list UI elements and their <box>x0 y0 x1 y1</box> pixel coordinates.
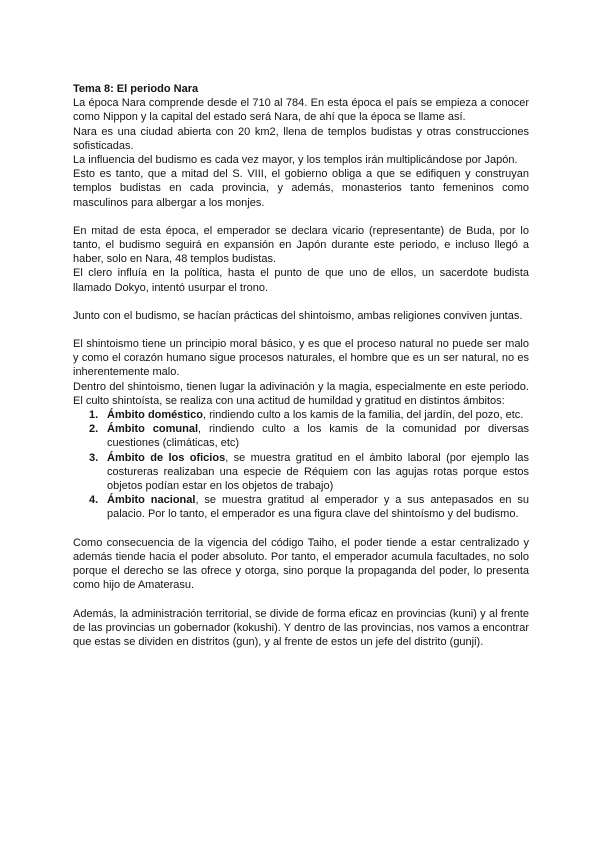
administration-paragraph: Además, la administración territorial, se divide de forma eficaz en provincias (kuni) y al frente de las provincias un gobernador (kokushi). Y dentro de las provincias, nos vamos a encontrar que estas se dividen en distritos (gun), y al frente de estos un jefe del distrito (gunji). <box>73 607 529 648</box>
list-item <box>107 451 529 494</box>
ambito-text: , rindiendo culto a los kamis de la familia, del jardín, del pozo, etc. <box>202 409 524 422</box>
ambito-term: Ámbito de los oficios <box>107 451 226 464</box>
ambito-text: , rindiendo culto a los kamis de la comunidad por diversas cuestiones (climáticas, etc) <box>107 423 530 450</box>
document-title: Tema 8: El periodo Nara <box>73 83 199 95</box>
list-item <box>107 408 529 422</box>
shinto-moral-paragraph: El shintoismo tiene un principio moral básico, y es que el proceso natural no puede ser malo y como el corazón humano sigue procesos naturales, el hombre que es un ser natural, no es inherentemente malo. <box>73 338 529 379</box>
list-item <box>107 422 529 450</box>
spacer <box>73 295 529 309</box>
shinto-practices-paragraph: Junto con el budismo, se hacían prácticas del shintoismo, ambas religiones conviven juntas. <box>73 309 523 322</box>
ambito-text: , se muestra gratitud al emperador y a sus antepasados en su palacio. Por lo tanto, el emperador es una figura clave del shintoísmo y del budismo. <box>107 494 530 521</box>
taiho-paragraph: Como consecuencia de la vigencia del código Taiho, el poder tiende a estar centralizado y además tiende hacia el poder absoluto. Por tanto, el emperador acumula facultades, no solo porque el derecho se las ofrece y otorga, sino porque la propaganda del poder, lo presenta como hijo de Amaterasu. <box>73 536 529 592</box>
spacer <box>73 522 529 536</box>
ambitos-list <box>73 408 529 522</box>
spacer <box>73 210 529 224</box>
intro-paragraph-4: Esto es tanto, que a mitad del S. VIII, el gobierno obliga a que se edifiquen y construyan templos budistas en cada provincia, y además, monasterios tanto femeninos como masculinos para albergar a los monjes. <box>73 168 529 209</box>
spacer <box>73 593 529 607</box>
emperor-vicar-paragraph: En mitad de esta época, el emperador se declara vicario (representante) de Buda, por lo tanto, el budismo seguirá en expansión en Japón durante este periodo, e incluso llegó a haber, solo en Nara, 48 templos budistas. <box>73 224 529 266</box>
clergy-paragraph: El clero influía en la política, hasta el punto de que uno de ellos, un sacerdote budista llamado Dokyo, intentó usurpar el trono. <box>73 267 529 294</box>
document-page <box>73 82 529 649</box>
intro-paragraph-1: La época Nara comprende desde el 710 al 784. En esta época el país se empieza a conocer como Nippon y la capital del estado será Nara, de ahí que la época se llame así. <box>73 97 529 124</box>
intro-paragraph-2: Nara es una ciudad abierta con 20 km2, llena de templos budistas y otras construcciones sofisticadas. <box>73 125 529 152</box>
ambito-term: Ámbito comunal <box>107 423 199 436</box>
ambito-term: Ámbito doméstico <box>107 409 203 422</box>
list-item <box>107 493 529 521</box>
ambito-term: Ámbito nacional <box>107 494 196 507</box>
shinto-divination-paragraph: Dentro del shintoismo, tienen lugar la adivinación y la magia, especialmente en este periodo. El culto shintoísta, se realiza con una actitud de humildad y gratitud en distintos ámbitos: <box>73 380 529 407</box>
intro-paragraph-3: La influencia del budismo es cada vez mayor, y los templos irán multiplicándose por Japón. <box>73 154 518 167</box>
spacer <box>73 323 529 337</box>
ambito-text: , se muestra gratitud en el ámbito laboral (por ejemplo las costureras realizaban una especie de Réquiem con las agujas rotas porque estos objetos podían estar en los objetos de trabajo) <box>107 451 530 493</box>
